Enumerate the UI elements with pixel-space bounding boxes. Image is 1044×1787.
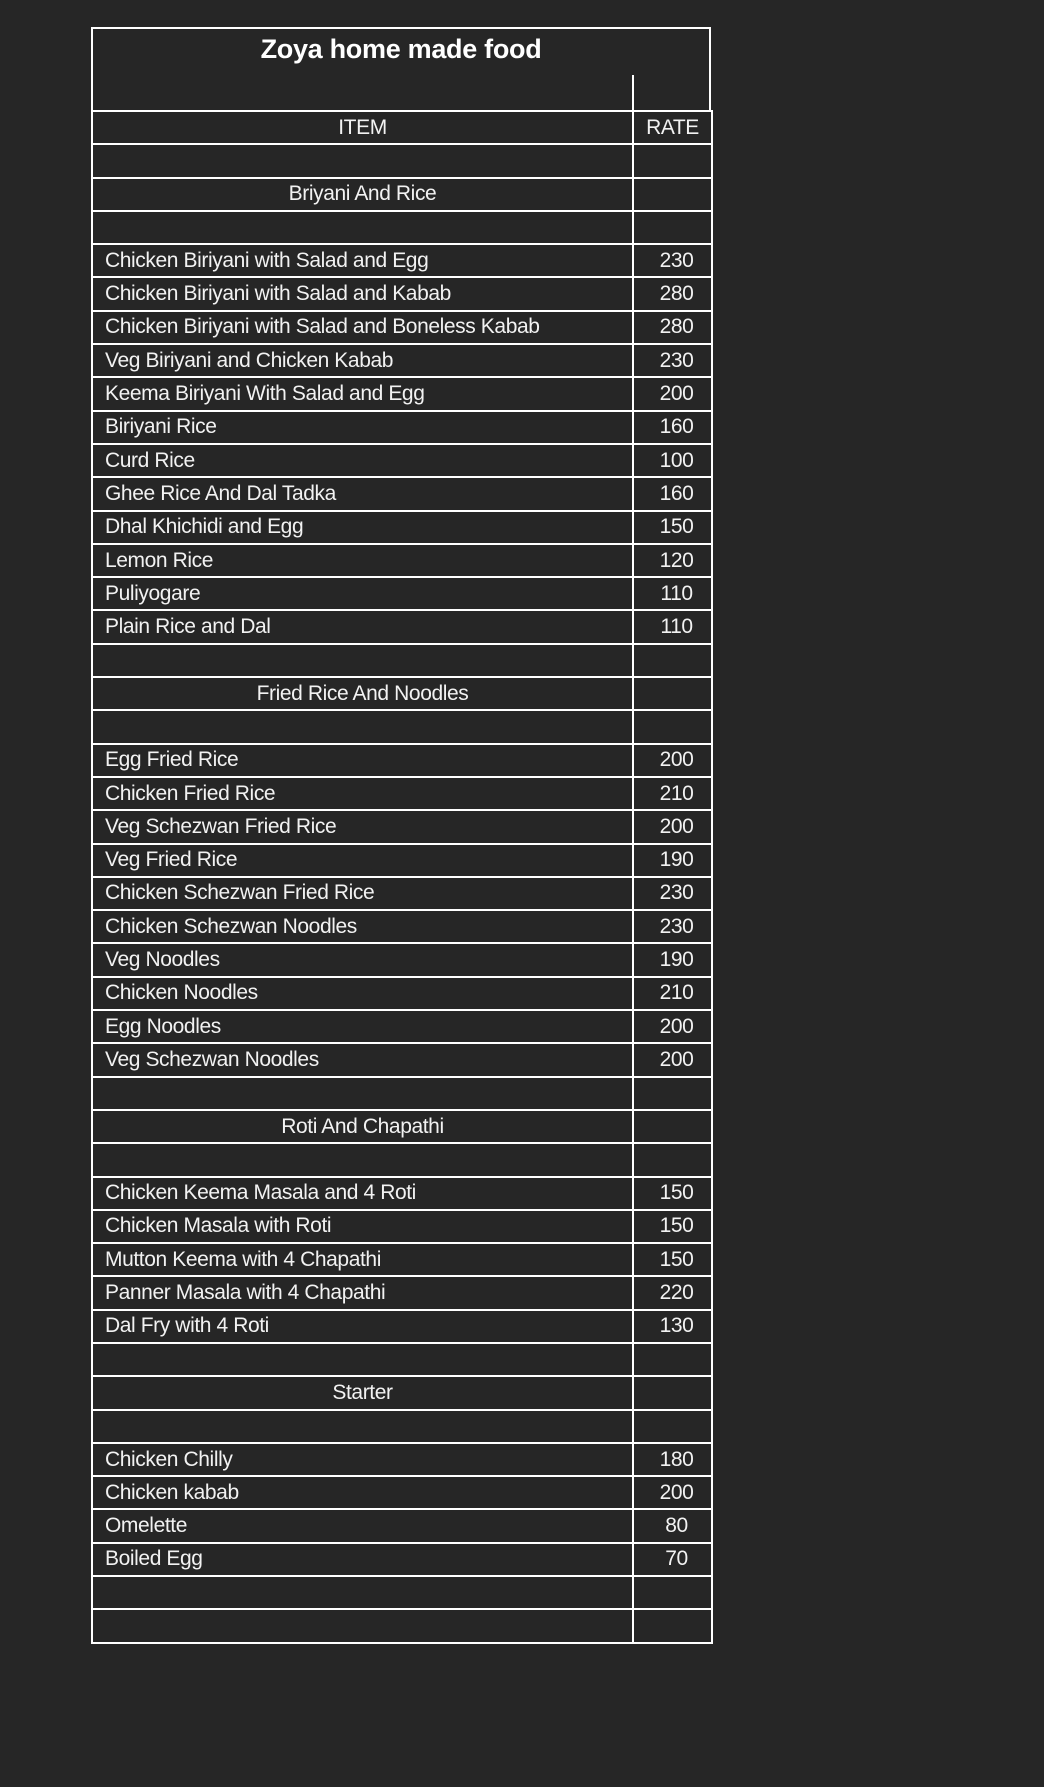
menu-item-row xyxy=(92,244,712,277)
item-rate: 80 xyxy=(633,1509,712,1542)
item-name: Chicken Biriyani with Salad and Kabab xyxy=(92,277,633,310)
menu-item-row xyxy=(92,1243,712,1276)
item-rate: 230 xyxy=(633,877,712,910)
item-rate: 70 xyxy=(633,1543,712,1576)
item-name: Curd Rice xyxy=(92,444,633,477)
item-rate: 110 xyxy=(633,610,712,643)
menu-item-row xyxy=(92,1443,712,1476)
item-rate: 200 xyxy=(633,744,712,777)
menu-item-row xyxy=(92,610,712,643)
spacer-row xyxy=(92,1343,712,1376)
item-name: Omelette xyxy=(92,1509,633,1542)
menu-item-row xyxy=(92,744,712,777)
item-rate: 150 xyxy=(633,1243,712,1276)
menu-item-row xyxy=(92,444,712,477)
menu-item-row xyxy=(92,277,712,310)
menu-item-row xyxy=(92,1543,712,1576)
spacer-row xyxy=(92,211,712,244)
menu-title: Zoya home made food xyxy=(260,34,542,64)
spacer-row xyxy=(92,1143,712,1176)
menu-item-row xyxy=(92,411,712,444)
category-row xyxy=(92,178,712,211)
rate-column-header: RATE xyxy=(633,111,712,144)
item-name: Dhal Khichidi and Egg xyxy=(92,511,633,544)
item-rate: 180 xyxy=(633,1443,712,1476)
menu-item-row xyxy=(92,943,712,976)
menu-item-row xyxy=(92,344,712,377)
item-rate: 200 xyxy=(633,377,712,410)
item-name: Chicken Schezwan Noodles xyxy=(92,910,633,943)
item-rate: 200 xyxy=(633,1476,712,1509)
item-rate: 150 xyxy=(633,1210,712,1243)
menu-item-row xyxy=(92,511,712,544)
spacer-row xyxy=(92,1410,712,1443)
menu-item-row xyxy=(92,844,712,877)
menu-item-row xyxy=(92,1509,712,1542)
item-rate: 280 xyxy=(633,277,712,310)
item-name: Mutton Keema with 4 Chapathi xyxy=(92,1243,633,1276)
item-name: Egg Fried Rice xyxy=(92,744,633,777)
category-title: Briyani And Rice xyxy=(92,178,633,211)
item-rate: 230 xyxy=(633,244,712,277)
menu-item-row xyxy=(92,477,712,510)
item-rate: 210 xyxy=(633,777,712,810)
item-name: Keema Biriyani With Salad and Egg xyxy=(92,377,633,410)
category-row xyxy=(92,1376,712,1409)
spacer-row xyxy=(92,1077,712,1110)
item-name: Veg Noodles xyxy=(92,943,633,976)
item-rate: 220 xyxy=(633,1276,712,1309)
item-name: Chicken Fried Rice xyxy=(92,777,633,810)
item-name: Plain Rice and Dal xyxy=(92,610,633,643)
item-rate: 160 xyxy=(633,477,712,510)
spacer-row xyxy=(92,1609,712,1642)
item-rate: 280 xyxy=(633,311,712,344)
item-rate: 150 xyxy=(633,511,712,544)
spacer-row xyxy=(92,710,712,743)
item-name: Puliyogare xyxy=(92,577,633,610)
item-name: Veg Schezwan Noodles xyxy=(92,1043,633,1076)
item-name: Panner Masala with 4 Chapathi xyxy=(92,1276,633,1309)
menu-item-row xyxy=(92,877,712,910)
menu-item-row xyxy=(92,311,712,344)
item-column-header: ITEM xyxy=(92,111,633,144)
spacer-row xyxy=(92,644,712,677)
menu-item-row xyxy=(92,777,712,810)
item-name: Veg Schezwan Fried Rice xyxy=(92,810,633,843)
menu-item-row xyxy=(92,810,712,843)
category-title: Fried Rice And Noodles xyxy=(92,677,633,710)
menu-table xyxy=(91,110,713,1644)
item-name: Biriyani Rice xyxy=(92,411,633,444)
spacer-row xyxy=(92,144,712,177)
item-name: Chicken Schezwan Fried Rice xyxy=(92,877,633,910)
item-rate: 100 xyxy=(633,444,712,477)
item-name: Dal Fry with 4 Roti xyxy=(92,1310,633,1343)
header-row xyxy=(92,111,712,144)
item-name: Lemon Rice xyxy=(92,544,633,577)
title-row xyxy=(91,27,711,110)
menu-item-row xyxy=(92,1043,712,1076)
item-rate: 120 xyxy=(633,544,712,577)
item-rate: 150 xyxy=(633,1177,712,1210)
item-name: Ghee Rice And Dal Tadka xyxy=(92,477,633,510)
menu-item-row xyxy=(92,1476,712,1509)
spacer-row xyxy=(92,1576,712,1609)
menu-item-row xyxy=(92,1210,712,1243)
menu-item-row xyxy=(92,377,712,410)
item-name: Chicken Noodles xyxy=(92,977,633,1010)
item-rate: 130 xyxy=(633,1310,712,1343)
item-name: Chicken Masala with Roti xyxy=(92,1210,633,1243)
menu-item-row xyxy=(92,1010,712,1043)
item-name: Boiled Egg xyxy=(92,1543,633,1576)
item-rate: 190 xyxy=(633,943,712,976)
category-title: Starter xyxy=(92,1376,633,1409)
item-name: Chicken Biriyani with Salad and Boneless Kabab xyxy=(92,311,633,344)
item-rate: 200 xyxy=(633,1010,712,1043)
item-rate: 160 xyxy=(633,411,712,444)
item-rate: 230 xyxy=(633,344,712,377)
item-name: Chicken Biriyani with Salad and Egg xyxy=(92,244,633,277)
menu-item-row xyxy=(92,910,712,943)
item-rate: 190 xyxy=(633,844,712,877)
item-name: Chicken kabab xyxy=(92,1476,633,1509)
menu-item-row xyxy=(92,1177,712,1210)
category-title: Roti And Chapathi xyxy=(92,1110,633,1143)
item-name: Veg Biriyani and Chicken Kabab xyxy=(92,344,633,377)
menu-item-row xyxy=(92,1276,712,1309)
item-name: Egg Noodles xyxy=(92,1010,633,1043)
menu-item-row xyxy=(92,544,712,577)
item-rate: 200 xyxy=(633,1043,712,1076)
item-rate: 110 xyxy=(633,577,712,610)
menu-item-row xyxy=(92,977,712,1010)
menu-item-row xyxy=(92,1310,712,1343)
menu-item-row xyxy=(92,577,712,610)
item-name: Chicken Keema Masala and 4 Roti xyxy=(92,1177,633,1210)
item-rate: 210 xyxy=(633,977,712,1010)
menu-document xyxy=(91,27,711,1644)
item-rate: 230 xyxy=(633,910,712,943)
category-row xyxy=(92,677,712,710)
category-row xyxy=(92,1110,712,1143)
item-rate: 200 xyxy=(633,810,712,843)
item-name: Chicken Chilly xyxy=(92,1443,633,1476)
column-divider xyxy=(632,75,634,110)
item-name: Veg Fried Rice xyxy=(92,844,633,877)
